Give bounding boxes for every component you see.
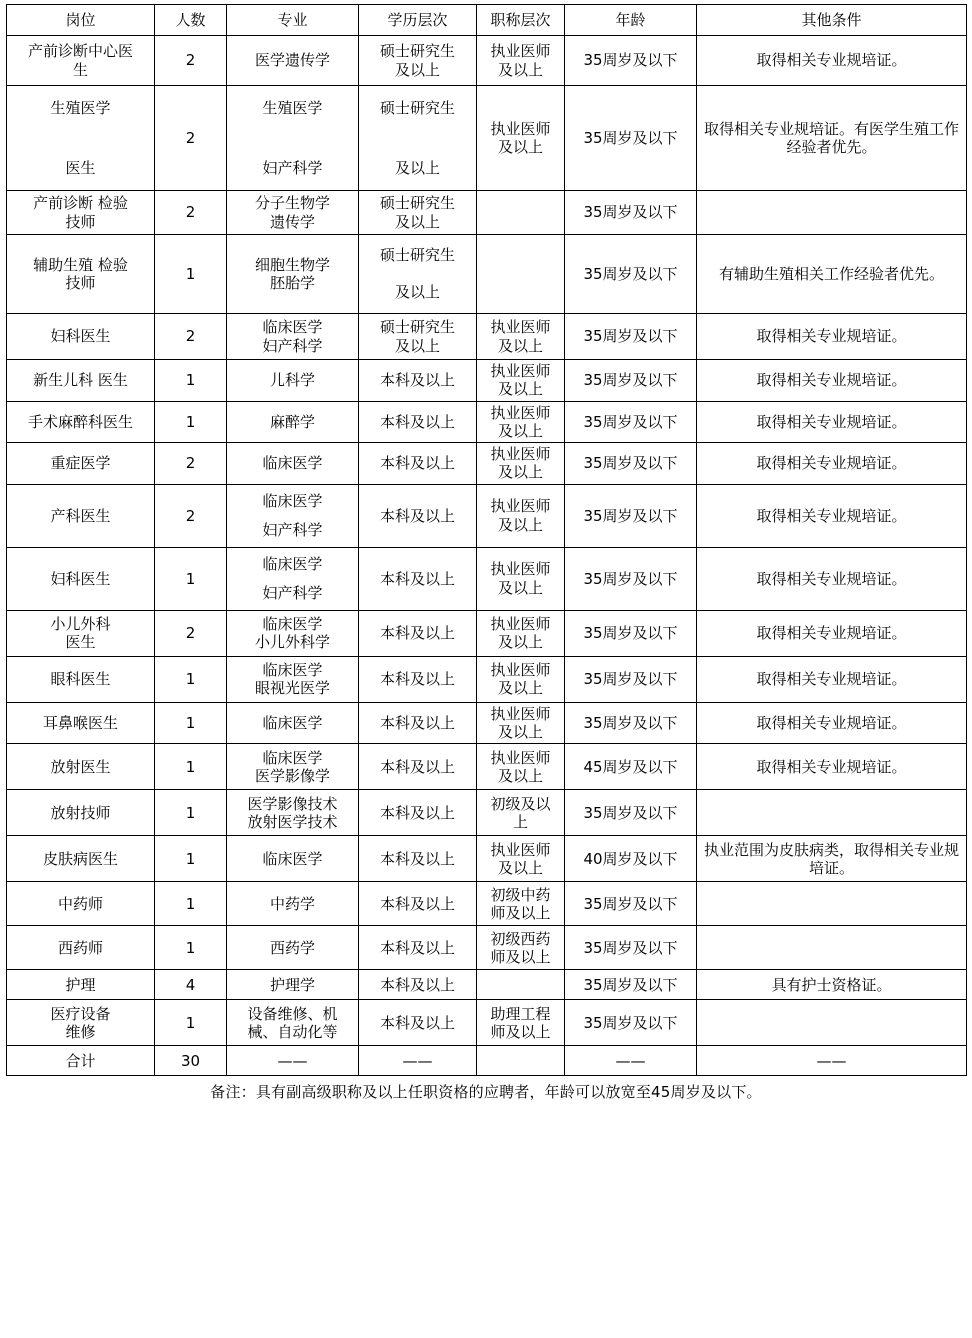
cell-total-age: —— xyxy=(565,1046,697,1076)
cell-other: 具有护士资格证。 xyxy=(697,970,967,1000)
cell-title-level xyxy=(477,360,565,402)
cell-post: 眼科医生 xyxy=(7,656,155,702)
cell-age: 35周岁及以下 xyxy=(565,191,697,235)
cell-major xyxy=(227,484,359,547)
cell-age: 35周岁及以下 xyxy=(565,314,697,360)
cell-major xyxy=(227,547,359,610)
cell-post: 耳鼻喉医生 xyxy=(7,702,155,744)
cell-major-line: 临床医学 xyxy=(262,614,323,633)
cell-title-line: 及以上 xyxy=(497,463,543,482)
cell-total-title xyxy=(477,1046,565,1076)
cell-number: 4 xyxy=(155,970,227,1000)
cell-major-line: 眼视光医学 xyxy=(254,679,330,698)
cell-education-line: 及以上 xyxy=(394,159,440,178)
cell-title-line: 执业医师 xyxy=(490,445,551,464)
cell-other: 取得相关专业规培证。 xyxy=(697,547,967,610)
cell-other xyxy=(697,790,967,836)
cell-age: 35周岁及以下 xyxy=(565,1000,697,1046)
cell-number: 2 xyxy=(155,191,227,235)
cell-number: 1 xyxy=(155,882,227,926)
cell-post-line: 维修 xyxy=(65,1022,96,1041)
cell-title-level xyxy=(477,484,565,547)
cell-title-line: 师及以上 xyxy=(490,903,551,922)
cell-post-line: 产前诊断 检验 xyxy=(33,194,128,213)
cell-title-line: 及以上 xyxy=(497,336,543,355)
cell-title-level xyxy=(477,235,565,314)
cell-education: 本科及以上 xyxy=(359,790,477,836)
table-row xyxy=(7,970,967,1000)
cell-post: 新生儿科 医生 xyxy=(7,360,155,402)
cell-major xyxy=(227,235,359,314)
cell-title-line: 师及以上 xyxy=(490,1022,551,1041)
cell-title-level xyxy=(477,401,565,443)
cell-other: 取得相关专业规培证。 xyxy=(697,610,967,656)
cell-title-line: 执业医师 xyxy=(490,748,551,767)
table-row xyxy=(7,443,967,485)
cell-other: 取得相关专业规培证。 xyxy=(697,360,967,402)
cell-major-line: 遗传学 xyxy=(269,212,315,231)
cell-title-level xyxy=(477,36,565,86)
cell-number: 1 xyxy=(155,1000,227,1046)
cell-title-line: 执业医师 xyxy=(490,318,551,337)
cell-title-line: 初级及以 xyxy=(490,794,551,813)
table-row xyxy=(7,191,967,235)
table-total-row xyxy=(7,1046,967,1076)
cell-other: 执业范围为皮肤病类，取得相关专业规培证。 xyxy=(697,836,967,882)
table-note: 备注：具有副高级职称及以上任职资格的应聘者，年龄可以放宽至45周岁及以下。 xyxy=(210,1083,762,1102)
cell-major-line: 临床医学 xyxy=(262,660,323,679)
cell-education-line: 及以上 xyxy=(394,212,440,231)
cell-other: 取得相关专业规培证。 xyxy=(697,656,967,702)
cell-major: 临床医学 xyxy=(227,836,359,882)
cell-major xyxy=(227,314,359,360)
cell-major xyxy=(227,191,359,235)
cell-title-level xyxy=(477,836,565,882)
cell-title-line: 及以上 xyxy=(497,578,543,597)
table-row xyxy=(7,86,967,191)
cell-title-line: 及以上 xyxy=(497,421,543,440)
cell-title-line: 执业医师 xyxy=(490,704,551,723)
cell-title-line: 及以上 xyxy=(497,766,543,785)
table-row xyxy=(7,484,967,547)
column-header-major: 专业 xyxy=(227,5,359,36)
cell-age: 35周岁及以下 xyxy=(565,882,697,926)
cell-other: 有辅助生殖相关工作经验者优先。 xyxy=(697,235,967,314)
cell-other: 取得相关专业规培证。 xyxy=(697,484,967,547)
cell-title-level xyxy=(477,314,565,360)
cell-title-level xyxy=(477,443,565,485)
cell-age: 35周岁及以下 xyxy=(565,360,697,402)
cell-post xyxy=(7,1000,155,1046)
cell-education: 本科及以上 xyxy=(359,1000,477,1046)
cell-major-line: 临床医学 xyxy=(262,555,323,574)
cell-major-line: 生殖医学 xyxy=(262,98,323,117)
cell-major-line: 医学影像学 xyxy=(254,766,330,785)
cell-major: 西药学 xyxy=(227,926,359,970)
cell-number: 2 xyxy=(155,314,227,360)
cell-other: 取得相关专业规培证。有医学生殖工作经验者优先。 xyxy=(697,86,967,191)
cell-education xyxy=(359,235,477,314)
cell-education-line: 硕士研究生 xyxy=(379,318,455,337)
cell-post: 西药师 xyxy=(7,926,155,970)
cell-title-line: 及以上 xyxy=(497,138,543,156)
cell-education-line: 硕士研究生 xyxy=(379,246,455,265)
cell-age: 40周岁及以下 xyxy=(565,836,697,882)
cell-other xyxy=(697,1000,967,1046)
cell-education: 本科及以上 xyxy=(359,656,477,702)
cell-number: 1 xyxy=(155,926,227,970)
cell-title-line: 执业医师 xyxy=(490,614,551,633)
cell-other xyxy=(697,926,967,970)
cell-age: 35周岁及以下 xyxy=(565,970,697,1000)
cell-post: 重症医学 xyxy=(7,443,155,485)
cell-major xyxy=(227,744,359,790)
cell-age: 35周岁及以下 xyxy=(565,656,697,702)
cell-age: 35周岁及以下 xyxy=(565,926,697,970)
cell-title-level xyxy=(477,86,565,191)
cell-major-line: 械、自动化等 xyxy=(247,1022,338,1041)
cell-education-line: 硕士研究生 xyxy=(379,98,455,117)
table-row xyxy=(7,1000,967,1046)
cell-education-line: 硕士研究生 xyxy=(379,42,455,61)
cell-major-line: 设备维修、机 xyxy=(247,1004,338,1023)
cell-major xyxy=(227,1000,359,1046)
table-row xyxy=(7,314,967,360)
cell-post xyxy=(7,610,155,656)
cell-age: 35周岁及以下 xyxy=(565,36,697,86)
table-row xyxy=(7,610,967,656)
cell-education xyxy=(359,86,477,191)
cell-age: 35周岁及以下 xyxy=(565,86,697,191)
cell-title-level xyxy=(477,970,565,1000)
cell-other: 取得相关专业规培证。 xyxy=(697,36,967,86)
table-row xyxy=(7,360,967,402)
column-header-other: 其他条件 xyxy=(697,5,967,36)
cell-education-line: 及以上 xyxy=(394,60,440,79)
cell-number: 2 xyxy=(155,484,227,547)
cell-education xyxy=(359,191,477,235)
cell-major xyxy=(227,656,359,702)
cell-post-line: 产前诊断中心医 xyxy=(27,42,133,61)
cell-major xyxy=(227,86,359,191)
cell-number: 1 xyxy=(155,836,227,882)
cell-title-line: 执业医师 xyxy=(490,403,551,422)
table-row xyxy=(7,836,967,882)
cell-other: 取得相关专业规培证。 xyxy=(697,401,967,443)
cell-title-level xyxy=(477,744,565,790)
cell-total-other: —— xyxy=(697,1046,967,1076)
cell-major-line: 妇产科学 xyxy=(262,336,323,355)
cell-number: 2 xyxy=(155,443,227,485)
cell-major xyxy=(227,36,359,86)
cell-post: 放射技师 xyxy=(7,790,155,836)
cell-post-line: 辅助生殖 检验 xyxy=(33,255,128,274)
cell-post: 产科医生 xyxy=(7,484,155,547)
cell-title-line: 及以上 xyxy=(497,515,543,534)
cell-number: 1 xyxy=(155,360,227,402)
cell-title-line: 及以上 xyxy=(497,60,543,79)
cell-other xyxy=(697,882,967,926)
table-row xyxy=(7,401,967,443)
cell-post xyxy=(7,36,155,86)
cell-age: 35周岁及以下 xyxy=(565,610,697,656)
cell-number: 2 xyxy=(155,36,227,86)
cell-major-line: 临床医学 xyxy=(262,748,323,767)
cell-post-line: 技师 xyxy=(65,212,96,231)
cell-other: 取得相关专业规培证。 xyxy=(697,443,967,485)
cell-post-line: 医生 xyxy=(65,159,96,178)
cell-post: 妇科医生 xyxy=(7,314,155,360)
cell-title-line: 执业医师 xyxy=(490,119,551,138)
cell-post: 皮肤病医生 xyxy=(7,836,155,882)
cell-title-line: 初级中药 xyxy=(490,885,551,904)
cell-title-level xyxy=(477,882,565,926)
table-row xyxy=(7,36,967,86)
cell-title-line: 及以上 xyxy=(497,679,543,698)
cell-other: 取得相关专业规培证。 xyxy=(697,702,967,744)
recruitment-table xyxy=(6,4,967,1076)
cell-post: 手术麻醉科医生 xyxy=(7,401,155,443)
cell-other: 取得相关专业规培证。 xyxy=(697,744,967,790)
column-header-title-level: 职称层次 xyxy=(477,5,565,36)
cell-major xyxy=(227,790,359,836)
cell-post: 护理 xyxy=(7,970,155,1000)
cell-title-line: 执业医师 xyxy=(490,660,551,679)
cell-major xyxy=(227,610,359,656)
table-row xyxy=(7,656,967,702)
cell-title-level xyxy=(477,926,565,970)
cell-age: 35周岁及以下 xyxy=(565,702,697,744)
cell-title-line: 及以上 xyxy=(497,633,543,652)
cell-post-line: 小儿外科 xyxy=(50,614,111,633)
cell-title-level xyxy=(477,610,565,656)
cell-education: 本科及以上 xyxy=(359,443,477,485)
cell-total-major: —— xyxy=(227,1046,359,1076)
cell-post xyxy=(7,235,155,314)
cell-major-line: 临床医学 xyxy=(262,318,323,337)
cell-post: 妇科医生 xyxy=(7,547,155,610)
cell-major-line: 分子生物学 xyxy=(254,194,330,213)
cell-title-line: 执业医师 xyxy=(490,362,551,380)
cell-major-line: 妇产科学 xyxy=(262,584,323,603)
cell-education: 本科及以上 xyxy=(359,610,477,656)
cell-number: 1 xyxy=(155,401,227,443)
cell-major-line: 小儿外科学 xyxy=(254,633,330,652)
cell-total-education: —— xyxy=(359,1046,477,1076)
table-row xyxy=(7,882,967,926)
cell-post: 中药师 xyxy=(7,882,155,926)
cell-title-level xyxy=(477,702,565,744)
cell-title-line: 及以上 xyxy=(497,723,543,742)
cell-major: 儿科学 xyxy=(227,360,359,402)
cell-total-number: 30 xyxy=(155,1046,227,1076)
cell-education: 本科及以上 xyxy=(359,882,477,926)
cell-age: 35周岁及以下 xyxy=(565,401,697,443)
cell-education: 本科及以上 xyxy=(359,926,477,970)
cell-age: 35周岁及以下 xyxy=(565,484,697,547)
cell-education: 本科及以上 xyxy=(359,401,477,443)
cell-title-line: 上 xyxy=(512,812,528,831)
cell-major-line: 细胞生物学 xyxy=(254,255,330,274)
table-row xyxy=(7,744,967,790)
cell-number: 2 xyxy=(155,86,227,191)
cell-other xyxy=(697,191,967,235)
cell-age: 35周岁及以下 xyxy=(565,235,697,314)
table-row xyxy=(7,235,967,314)
cell-major-line: 妇产科学 xyxy=(262,521,323,540)
cell-title-level xyxy=(477,1000,565,1046)
cell-major: 临床医学 xyxy=(227,702,359,744)
cell-education-line: 硕士研究生 xyxy=(379,194,455,213)
cell-age: 35周岁及以下 xyxy=(565,547,697,610)
cell-title-line: 执业医师 xyxy=(490,497,551,516)
cell-education xyxy=(359,36,477,86)
column-header-education: 学历层次 xyxy=(359,5,477,36)
cell-education: 本科及以上 xyxy=(359,702,477,744)
cell-age: 45周岁及以下 xyxy=(565,744,697,790)
cell-education: 本科及以上 xyxy=(359,547,477,610)
cell-major-line: 临床医学 xyxy=(262,492,323,511)
cell-major-line: 胚胎学 xyxy=(269,274,315,292)
cell-title-line: 及以上 xyxy=(497,380,543,399)
cell-title-line: 执业医师 xyxy=(490,840,551,859)
cell-title-level xyxy=(477,547,565,610)
cell-education: 本科及以上 xyxy=(359,836,477,882)
cell-title-line: 执业医师 xyxy=(490,42,551,61)
cell-title-line: 助理工程 xyxy=(490,1004,551,1023)
cell-post-line: 生 xyxy=(72,60,88,79)
cell-other: 取得相关专业规培证。 xyxy=(697,314,967,360)
cell-major-line: 放射医学技术 xyxy=(247,812,338,831)
cell-title-level xyxy=(477,656,565,702)
cell-title-line: 执业医师 xyxy=(490,560,551,579)
cell-title-line: 师及以上 xyxy=(490,947,551,966)
table-row xyxy=(7,926,967,970)
cell-post-line: 生殖医学 xyxy=(50,98,111,117)
cell-education-line: 及以上 xyxy=(394,336,440,355)
cell-post-line: 医疗设备 xyxy=(50,1004,111,1023)
cell-number: 1 xyxy=(155,656,227,702)
cell-total-label: 合计 xyxy=(7,1046,155,1076)
table-header-row xyxy=(7,5,967,36)
cell-education xyxy=(359,314,477,360)
cell-number: 1 xyxy=(155,547,227,610)
cell-age: 35周岁及以下 xyxy=(565,790,697,836)
cell-post xyxy=(7,86,155,191)
cell-education-line: 及以上 xyxy=(394,283,440,302)
cell-major: 护理学 xyxy=(227,970,359,1000)
cell-post-line: 医生 xyxy=(65,633,96,652)
cell-education: 本科及以上 xyxy=(359,484,477,547)
cell-major-line: 医学遗传学 xyxy=(254,51,330,70)
cell-number: 1 xyxy=(155,235,227,314)
table-row xyxy=(7,702,967,744)
cell-number: 1 xyxy=(155,790,227,836)
cell-number: 2 xyxy=(155,610,227,656)
cell-title-level xyxy=(477,191,565,235)
cell-post-line: 技师 xyxy=(65,274,96,292)
column-header-number: 人数 xyxy=(155,5,227,36)
cell-major-line: 医学影像技术 xyxy=(247,794,338,813)
cell-major: 中药学 xyxy=(227,882,359,926)
cell-number: 1 xyxy=(155,702,227,744)
cell-major: 麻醉学 xyxy=(227,401,359,443)
column-header-post: 岗位 xyxy=(7,5,155,36)
cell-title-level xyxy=(477,790,565,836)
cell-major-line: 妇产科学 xyxy=(262,159,323,178)
cell-age: 35周岁及以下 xyxy=(565,443,697,485)
cell-education: 本科及以上 xyxy=(359,744,477,790)
table-row xyxy=(7,547,967,610)
column-header-age: 年龄 xyxy=(565,5,697,36)
cell-major: 临床医学 xyxy=(227,443,359,485)
cell-post xyxy=(7,191,155,235)
cell-number: 1 xyxy=(155,744,227,790)
cell-title-line: 初级西药 xyxy=(490,929,551,948)
cell-post: 放射医生 xyxy=(7,744,155,790)
cell-education: 本科及以上 xyxy=(359,970,477,1000)
table-row xyxy=(7,790,967,836)
cell-education: 本科及以上 xyxy=(359,360,477,402)
cell-title-line: 及以上 xyxy=(497,858,543,877)
